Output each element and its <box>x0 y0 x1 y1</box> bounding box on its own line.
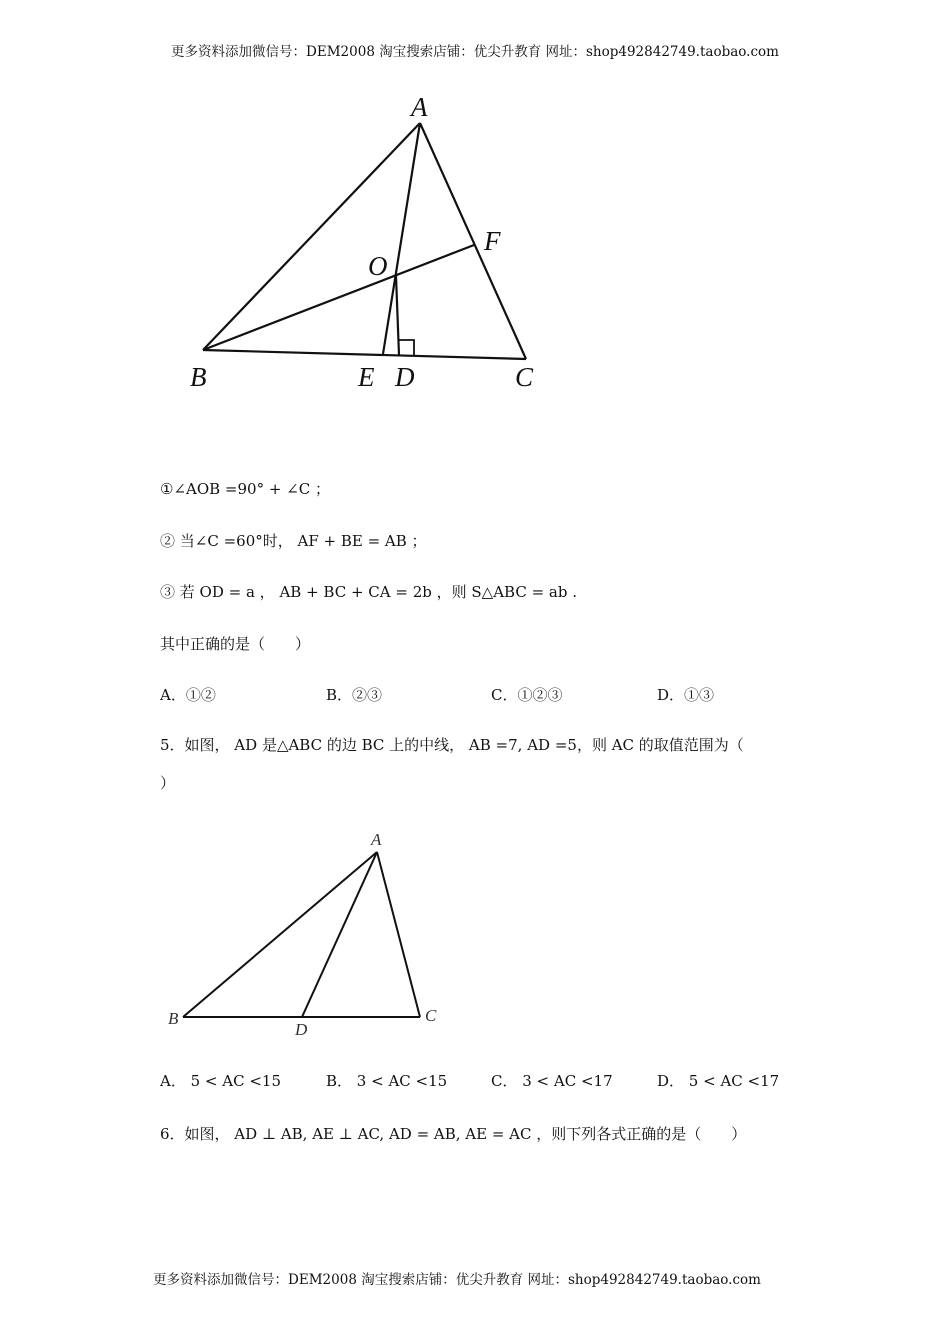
label-o: O <box>368 251 388 281</box>
page-footer: 更多资料添加微信号：DEM2008 淘宝搜索店铺：优尖升教育 网址：shop492842749.taobao.com <box>153 1272 761 1288</box>
question-6-text: 6．如图， AD ⊥ AB, AE ⊥ AC, AD = AB, AE = AC ，则下列各式正确的是（ ） <box>160 1125 747 1143</box>
q5-option-b[interactable]: B． 3 < AC <15 <box>326 1072 448 1090</box>
label-e: E <box>358 362 375 392</box>
fig2-label-a: A <box>371 830 382 849</box>
fig2-label-b: B <box>168 1009 179 1028</box>
q4-option-c[interactable]: C．①②③ <box>491 686 563 704</box>
triangle-figure-2 <box>160 825 460 1045</box>
label-b: B <box>190 362 207 392</box>
question-5-text: 5．如图， AD 是△ABC 的边 BC 上的中线， AB =7, AD =5，则 AC 的取值范围为（ <box>160 736 744 754</box>
q4-option-d[interactable]: D．①③ <box>657 686 715 704</box>
q4-option-b[interactable]: B．②③ <box>326 686 383 704</box>
statement-1: ①∠AOB =90° + ∠C ； <box>160 480 331 498</box>
q5-option-c[interactable]: C． 3 < AC <17 <box>491 1072 613 1090</box>
q4-option-a[interactable]: A．①② <box>160 686 216 704</box>
question-5-text-cont: ） <box>160 774 176 792</box>
label-c: C <box>515 362 534 392</box>
question-4-prompt: 其中正确的是（ ） <box>160 635 311 653</box>
label-f: F <box>484 226 501 256</box>
label-a: A <box>411 92 428 122</box>
fig2-label-c: C <box>425 1006 437 1025</box>
triangle-figure-1 <box>150 85 570 405</box>
label-d: D <box>395 362 415 392</box>
q5-option-d[interactable]: D． 5 < AC <17 <box>657 1072 780 1090</box>
fig2-label-d: D <box>295 1020 308 1039</box>
statement-3: ③ 若 OD = a ， AB + BC + CA = 2b ，则 S△ABC = ab . <box>160 583 577 601</box>
page-header: 更多资料添加微信号：DEM2008 淘宝搜索店铺：优尖升教育 网址：shop492842749.taobao.com <box>171 44 779 60</box>
statement-2: ② 当∠C =60°时， AF + BE = AB ； <box>160 532 427 550</box>
q5-option-a[interactable]: A． 5 < AC <15 <box>160 1072 281 1090</box>
